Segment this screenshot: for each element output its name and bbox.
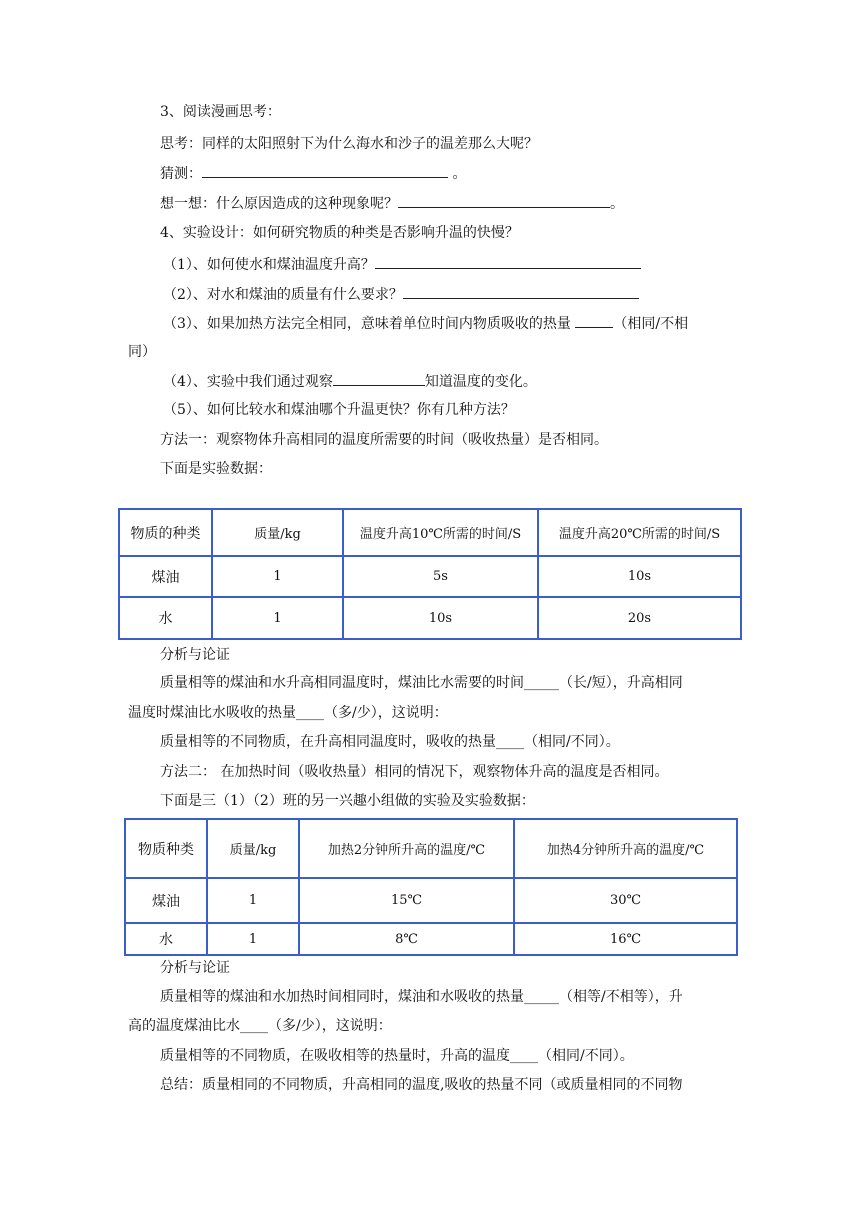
question-3-options: （相同/不相 [613, 316, 689, 332]
analysis-1-line-1: 质量相等的煤油和水升高相同温度时，煤油比水需要的时间_____（长/短），升高相同 [160, 675, 683, 691]
table-2 [124, 818, 738, 956]
question-4-end: 知道温度的变化。 [424, 374, 537, 390]
table-cell: 水 [125, 923, 207, 955]
table-2-header-cell: 质量/kg [207, 819, 299, 878]
idea-line [160, 193, 624, 214]
question-5: （5）、如何比较水和煤油哪个升温更快？你有几种方法？ [163, 402, 515, 418]
question-4-blank [333, 371, 425, 386]
table-cell: 1 [212, 556, 343, 597]
question-4-text: （4）、实验中我们通过观察 [163, 374, 333, 390]
table-1-header-cell: 物质的种类 [119, 509, 212, 556]
table-cell: 30℃ [514, 878, 737, 923]
table-2-header-cell: 物质种类 [125, 819, 207, 878]
table-cell: 煤油 [125, 878, 207, 923]
guess-end: 。 [452, 166, 467, 182]
analysis-1-line-2: 温度时煤油比水吸收的热量____（多/少），这说明： [128, 705, 448, 721]
think-question: 思考：同样的太阳照射下为什么海水和沙子的温差那么大呢？ [160, 136, 538, 152]
analysis-2-line-1: 质量相等的煤油和水加热时间相同时，煤油和水吸收的热量_____（相等/不相等），升 [160, 989, 683, 1005]
table-row [125, 923, 737, 955]
table-row [125, 878, 737, 923]
table-2-header-cell: 加热4分钟所升高的温度/℃ [514, 819, 737, 878]
analysis-2-line-2: 高的温度煤油比水____（多/少），这说明： [128, 1018, 392, 1034]
table-cell: 10s [538, 556, 741, 597]
table-cell: 1 [212, 597, 343, 639]
method-2-data-intro: 下面是三（1）（2）班的另一兴趣小组做的实验及实验数据： [160, 793, 535, 809]
question-3-text: （3）、如果加热方法完全相同，意味着单位时间内物质吸收的热量 [163, 316, 571, 332]
table-cell: 1 [207, 923, 299, 955]
table-1-header-cell: 温度升高20℃所需的时间/S [538, 509, 741, 556]
table-cell: 煤油 [119, 556, 212, 597]
table-cell: 8℃ [299, 923, 514, 955]
method-1: 方法一：观察物体升高相同的温度所需要的时间（吸收热量）是否相同。 [160, 432, 608, 448]
guess-label: 猜测： [160, 166, 202, 182]
table-cell: 15℃ [299, 878, 514, 923]
analysis-1-title: 分析与论证 [160, 647, 230, 663]
table-row [119, 556, 741, 597]
idea-blank [398, 193, 610, 208]
method-1-data-intro: 下面是实验数据： [160, 461, 272, 477]
guess-blank [202, 163, 448, 178]
table-1-header-cell: 温度升高10℃所需的时间/S [343, 509, 538, 556]
analysis-2-line-3: 质量相等的不同物质，在吸收相等的热量时，升高的温度____（相同/不同）。 [160, 1048, 634, 1064]
table-2-header-row [125, 819, 737, 878]
table-cell: 水 [119, 597, 212, 639]
analysis-2-title: 分析与论证 [160, 960, 230, 976]
question-2-text: （2）、对水和煤油的质量有什么要求？ [163, 287, 403, 303]
section-3-title: 3、阅读漫画思考： [160, 104, 281, 120]
table-cell: 1 [207, 878, 299, 923]
question-3-continued: 同） [128, 344, 156, 360]
table-cell: 5s [343, 556, 538, 597]
question-2-blank [403, 284, 639, 299]
table-1 [118, 508, 742, 640]
table-1-header-row [119, 509, 741, 556]
table-cell: 16℃ [514, 923, 737, 955]
summary: 总结：质量相同的不同物质，升高相同的温度,吸收的热量不同（或质量相同的不同物 [160, 1077, 683, 1093]
question-1-blank [375, 254, 641, 269]
question-3 [163, 313, 688, 334]
idea-end: 。 [610, 196, 624, 212]
question-4 [163, 371, 537, 392]
analysis-1-line-3: 质量相等的不同物质，在升高相同温度时，吸收的热量____（相同/不同）。 [160, 734, 620, 750]
guess-line [160, 163, 466, 184]
question-2 [163, 284, 639, 305]
table-cell: 10s [343, 597, 538, 639]
method-2: 方法二： 在加热时间（吸收热量）相同的情况下，观察物体升高的温度是否相同。 [160, 764, 669, 780]
table-cell: 20s [538, 597, 741, 639]
question-3-blank [575, 313, 613, 328]
question-1 [163, 254, 641, 275]
table-row [119, 597, 741, 639]
table-2-header-cell: 加热2分钟所升高的温度/℃ [299, 819, 514, 878]
idea-label: 想一想：什么原因造成的这种现象呢？ [160, 196, 398, 212]
table-1-header-cell: 质量/kg [212, 509, 343, 556]
section-4-title: 4、实验设计：如何研究物质的种类是否影响升温的快慢？ [160, 225, 519, 241]
question-1-text: （1）、如何使水和煤油温度升高？ [163, 257, 375, 273]
